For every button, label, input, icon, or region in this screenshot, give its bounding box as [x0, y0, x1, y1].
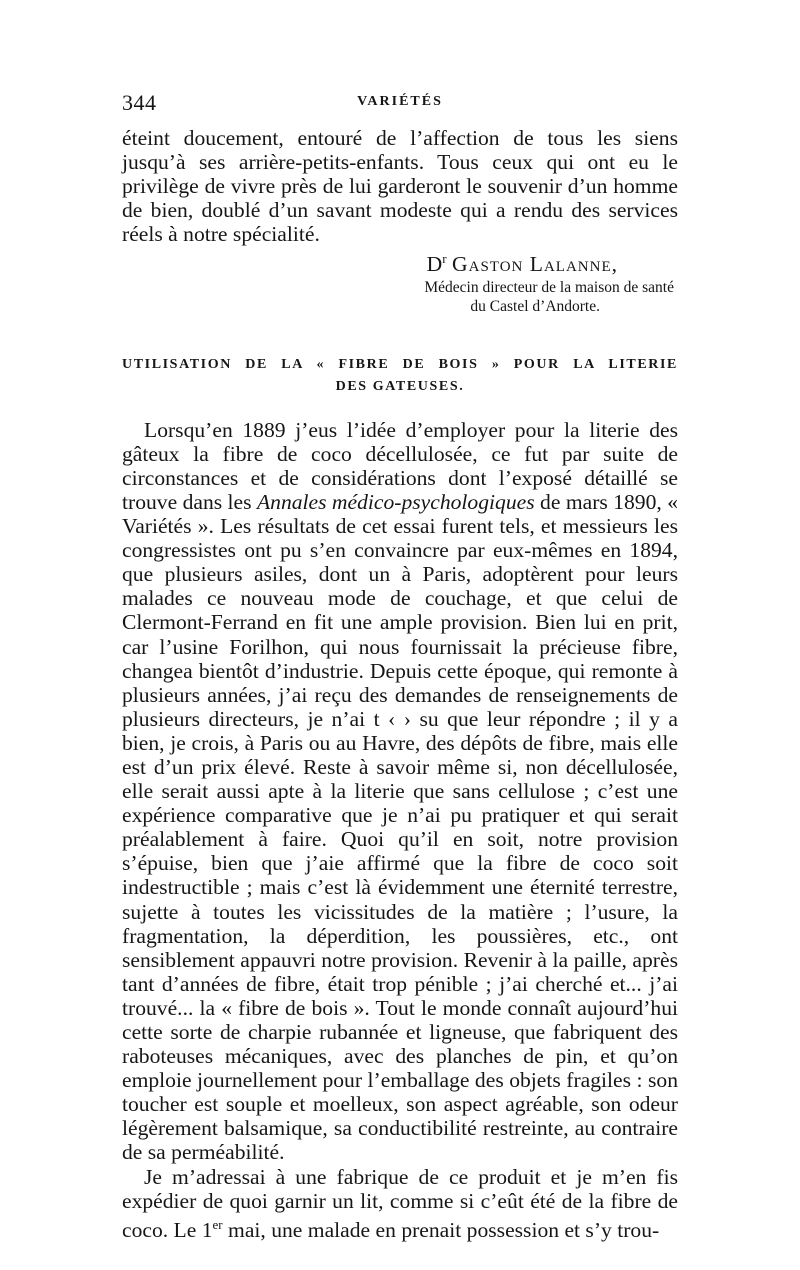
paragraph-1-text-b: de mars 1890, « Variétés ». Les résultats de cet essai furent tels, et messieurs les congressistes ont pu s’en convaincre par eux-mêmes en 1894, que plusieurs asiles, dont un à Paris, adoptèrent pour leurs malades ce nouveau mode de couchage, et que celui de Clermont-Ferrand en fit une ample provision. Bien lui en prit, car l’usine Forilhon, qui nous fournissait la précieuse fibre, changea bientôt d’industrie. Depuis cette époque, qui remonte à plusieurs années, j’ai reçu des demandes de renseignements de plusieurs directeurs, je n’ai t ‹ › su que leur répondre ; il y a bien, je crois, à Paris ou au Havre, des dépôts de fibre, mais elle est d’un prix élevé. Reste à savoir même si, non décellulosée, elle serait aussi apte à la literie que sans cellulose ; c’est une expérience comparative que je n’ai pu pratiquer et qui serait préalablement à faire. Quoi qu’il en soit, notre provision s’épuise, bien que j’aie affirmé que la fibre de coco soit indestructible ; mais c’est là évidemment une éternité terrestre, sujette à toutes les vicissitudes de la matière ; l’usure, la fragmentation, la déperdition, les poussières, etc., ont sensiblement appauvri notre provision. Revenir à la paille, après tant d’années de fibre, était trop pénible ; j’ai cherché et... j’ai trouvé... la « fibre de bois ». Tout le monde connaît aujourd’hui cette sorte de charpie rubannée et ligneuse, que fabriquent des raboteuses mécaniques, avec des planches de pin, et qu’on emploie journellement pour l’emballage des objets fragiles : son toucher est souple et moelleux, son aspect agréable, son odeur légèrement balsamique, sa conductibilité restreinte, au contraire de sa perméabilité. — [122, 489, 678, 1165]
journal-title-italic: Annales médico-psychologiques — [256, 489, 535, 514]
paragraph-2-text-b: mai, une malade en prenait possession et s’y trou- — [222, 1217, 660, 1242]
article-title-line-2: DES GATEUSES. — [335, 378, 465, 394]
continuation-paragraph: éteint doucement, entouré de l’affection de tous les siens jusqu’à ses arrière-petits-enfants. Tous ceux qui ont eu le privilège de vivre près de lui garderont le souvenir d’un homme de bien, doublé d’un savant modeste qui a rendu des services réels à notre spécialité. — [122, 126, 678, 247]
signature-name-line — [122, 246, 678, 277]
paragraph-2-text-a: Je m’adressai à une fabrique de ce produit et je m’en fis expédier de quoi garnir un lit, comme si c’eût été de la fibre de coco. Le 1 — [122, 1164, 678, 1242]
signature-name: Gaston Lalanne, — [452, 252, 618, 277]
paragraph-1-text-a: Lorsqu’en 1889 j’eus l’idée d’employer pour la literie des gâteux la fibre de coco décellulosée, ce fut par suite de circonstances et de considérations dont l’exposé détaillé se trouve dans les — [122, 417, 678, 514]
article-title — [122, 354, 678, 398]
paragraph-2-superscript: er — [212, 1216, 223, 1232]
running-head — [122, 90, 678, 118]
section-heading: VARIÉTÉS — [357, 94, 443, 109]
page-number: 344 — [122, 90, 157, 115]
body-paragraph-1 — [122, 418, 678, 1165]
book-page — [122, 90, 678, 1242]
article-title-line-1: UTILISATION DE LA « FIBRE DE BOIS » POUR LA LITERIE — [122, 356, 678, 372]
signature-prefix: D — [426, 252, 443, 277]
signature-affiliation-1: Médecin directeur de la maison de santé — [424, 278, 674, 296]
signature-block — [122, 246, 678, 315]
signature-affiliation-2: du Castel d’Andorte. — [470, 297, 600, 315]
body-paragraph-2 — [122, 1165, 678, 1242]
signature-prefix-superscript: r — [442, 251, 447, 267]
